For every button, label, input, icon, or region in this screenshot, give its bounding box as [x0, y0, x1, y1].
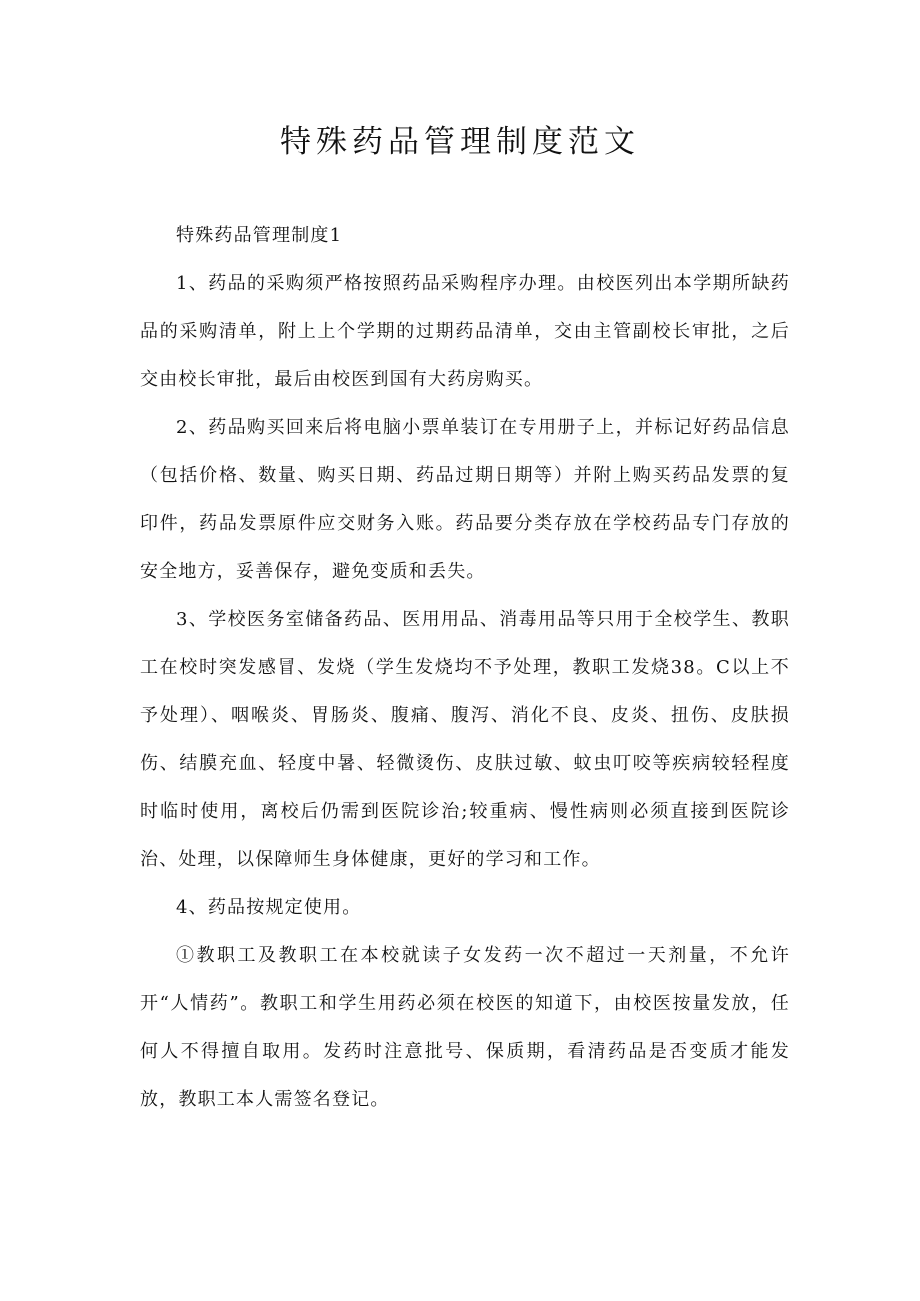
document-title: 特殊药品管理制度范文	[280, 124, 640, 160]
paragraph-1: 1、药品的采购须严格按照药品采购程序办理。由校医列出本学期所缺药品的采购清单，附上上个学期的过期药品清单，交由主管副校长审批，之后交由校长审批，最后由校医到国有大药房购买。	[140, 273, 790, 390]
document-body	[140, 212, 790, 1124]
paragraph-3: 3、学校医务室储备药品、医用用品、消毒用品等只用于全校学生、教职工在校时突发感冒、发烧（学生发烧均不予处理，教职工发烧38。C以上不予处理）、咽喉炎、胃肠炎、腹痛、腹泻、消化不良、皮炎、扭伤、皮肤损伤、结膜充血、轻度中暑、轻微烫伤、皮肤过敏、蚊虫叮咬等疾病较轻程度时临时使用，离校后仍需到医院诊治;较重病、慢性病则必须直接到医院诊治、处理，以保障师生身体健康，更好的学习和工作。	[140, 609, 790, 870]
paragraph-5: ①教职工及教职工在本校就读子女发药一次不超过一天剂量，不允许开“人情药”。教职工和学生用药必须在校医的知道下，由校医按量发放，任何人不得擅自取用。发药时注意批号、保质期，看清药品是否变质才能发放，教职工本人需签名登记。	[140, 945, 790, 1110]
paragraph-4: 4、药品按规定使用。	[176, 897, 362, 918]
section-heading: 特殊药品管理制度1	[176, 225, 343, 246]
paragraph-2: 2、药品购买回来后将电脑小票单装订在专用册子上，并标记好药品信息（包括价格、数量、购买日期、药品过期日期等）并附上购买药品发票的复印件，药品发票原件应交财务入账。药品要分类存放在学校药品专门存放的安全地方，妥善保存，避免变质和丢失。	[140, 417, 790, 582]
